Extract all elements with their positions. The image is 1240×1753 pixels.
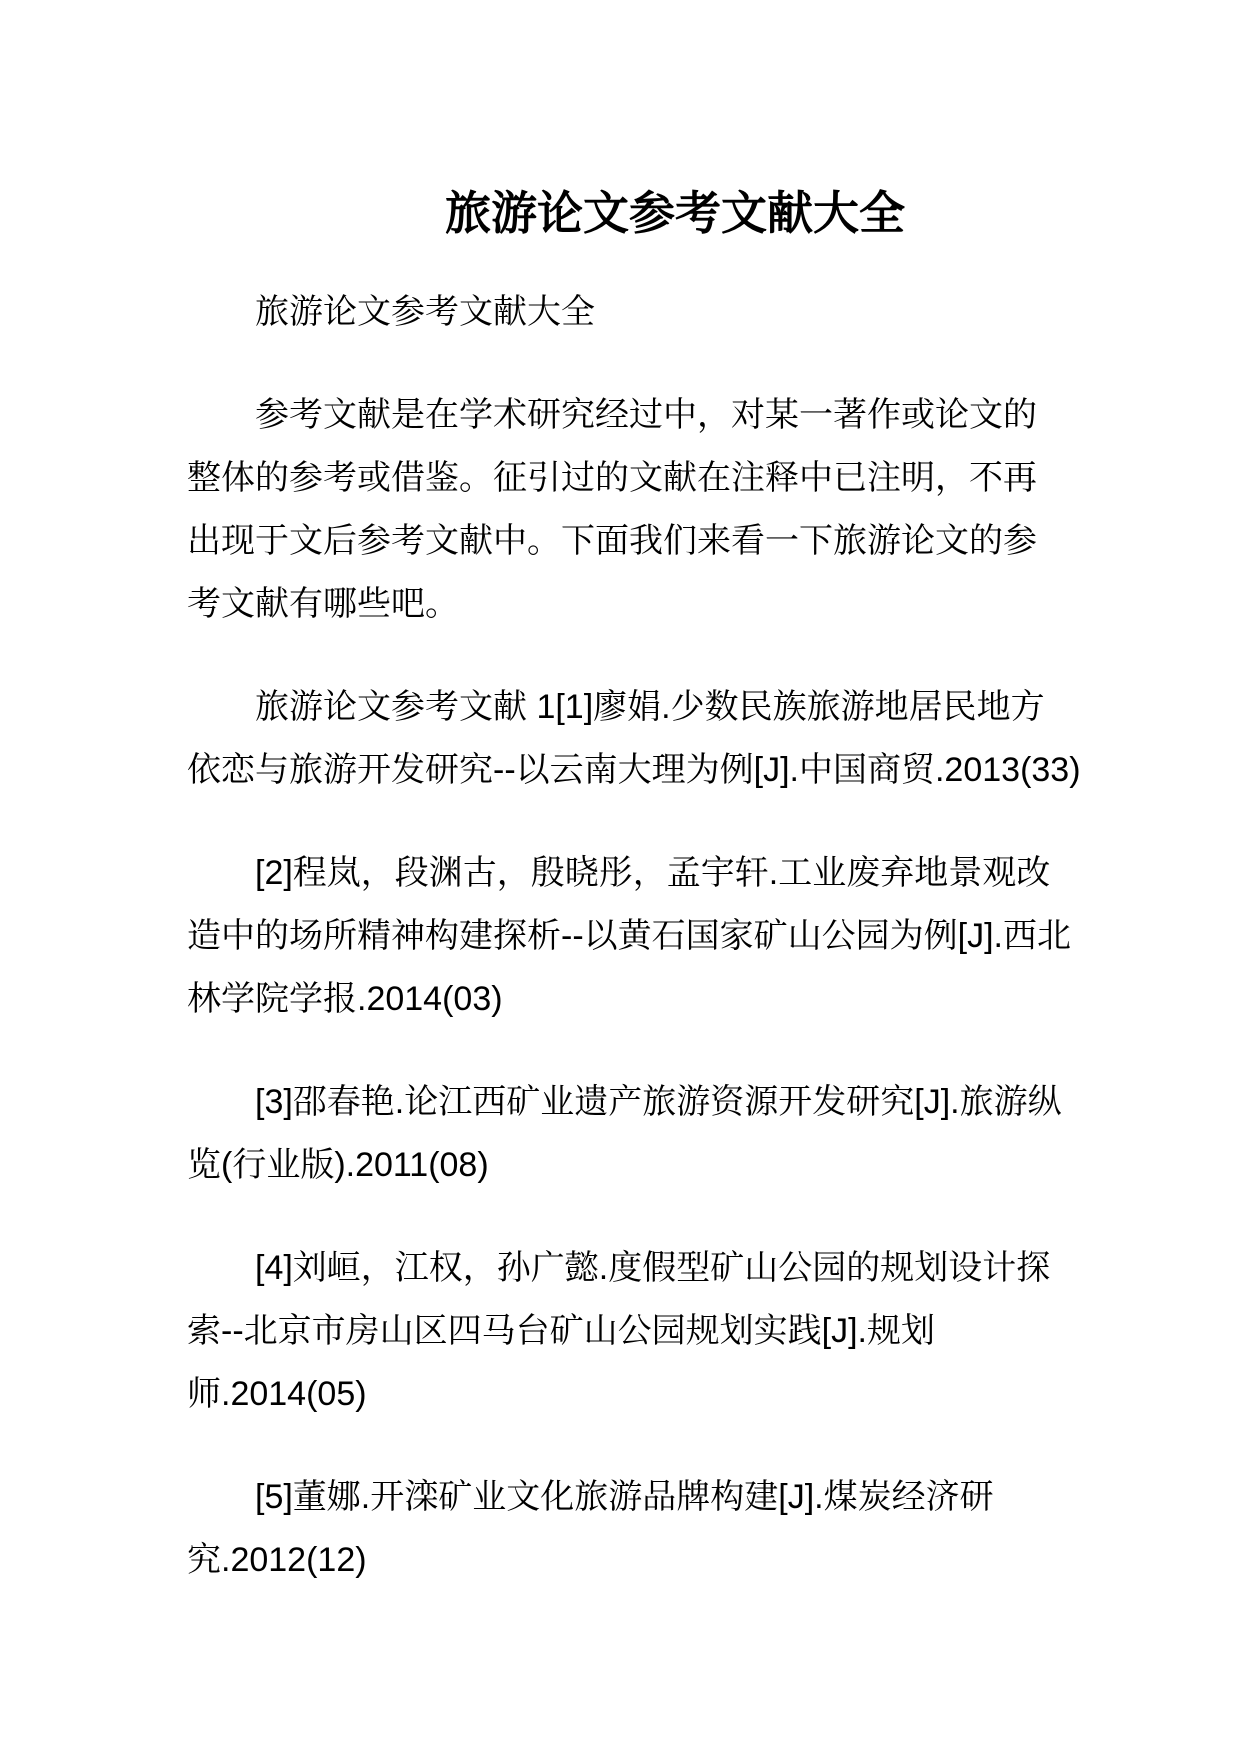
text-line: 究.2012(12): [187, 1541, 367, 1579]
text-line: 参考文献是在学术研究经过中，对某一著作或论文的: [255, 396, 1037, 434]
text-line: [5]董娜.开滦矿业文化旅游品牌构建[J].煤炭经济研: [255, 1478, 994, 1516]
subtitle-paragraph: [187, 281, 1057, 344]
text-line: 依恋与旅游开发研究--以云南大理为例[J].中国商贸.2013(33): [187, 751, 1081, 789]
reference-entry-3: [187, 1071, 1062, 1197]
text-line: 师.2014(05): [187, 1375, 367, 1413]
subtitle-text: 旅游论文参考文献大全: [255, 293, 595, 331]
text-line: 考文献有哪些吧。: [187, 585, 459, 623]
text-line: 林学院学报.2014(03): [187, 980, 503, 1018]
text-line: [3]邵春艳.论江西矿业遗产旅游资源开发研究[J].旅游纵: [255, 1083, 1062, 1121]
text-line: 览(行业版).2011(08): [187, 1146, 489, 1184]
reference-entry-4: [187, 1237, 1057, 1426]
text-line: [2]程岚，段渊古，殷晓彤，孟宇轩.工业废弃地景观改: [255, 854, 1051, 892]
text-line: 整体的参考或借鉴。征引过的文献在注释中已注明，不再: [187, 459, 1037, 497]
document-body: [187, 0, 1081, 1592]
text-line: [4]刘峘，江权，孙广懿.度假型矿山公园的规划设计探: [255, 1249, 1051, 1287]
text-line: 造中的场所精神构建探析--以黄石国家矿山公园为例[J].西北: [187, 917, 1071, 955]
intro-paragraph: [187, 384, 1057, 636]
text-line: 出现于文后参考文献中。下面我们来看一下旅游论文的参: [187, 522, 1037, 560]
reference-entry-1: [187, 676, 1081, 802]
page-title: 旅游论文参考文献大全: [445, 187, 905, 239]
reference-entry-5: [187, 1466, 1057, 1592]
text-line: 索--北京市房山区四马台矿山公园规划实践[J].规划: [187, 1312, 935, 1350]
text-line: 旅游论文参考文献 1[1]廖娟.少数民族旅游地居民地方: [255, 688, 1045, 726]
reference-entry-2: [187, 842, 1071, 1031]
